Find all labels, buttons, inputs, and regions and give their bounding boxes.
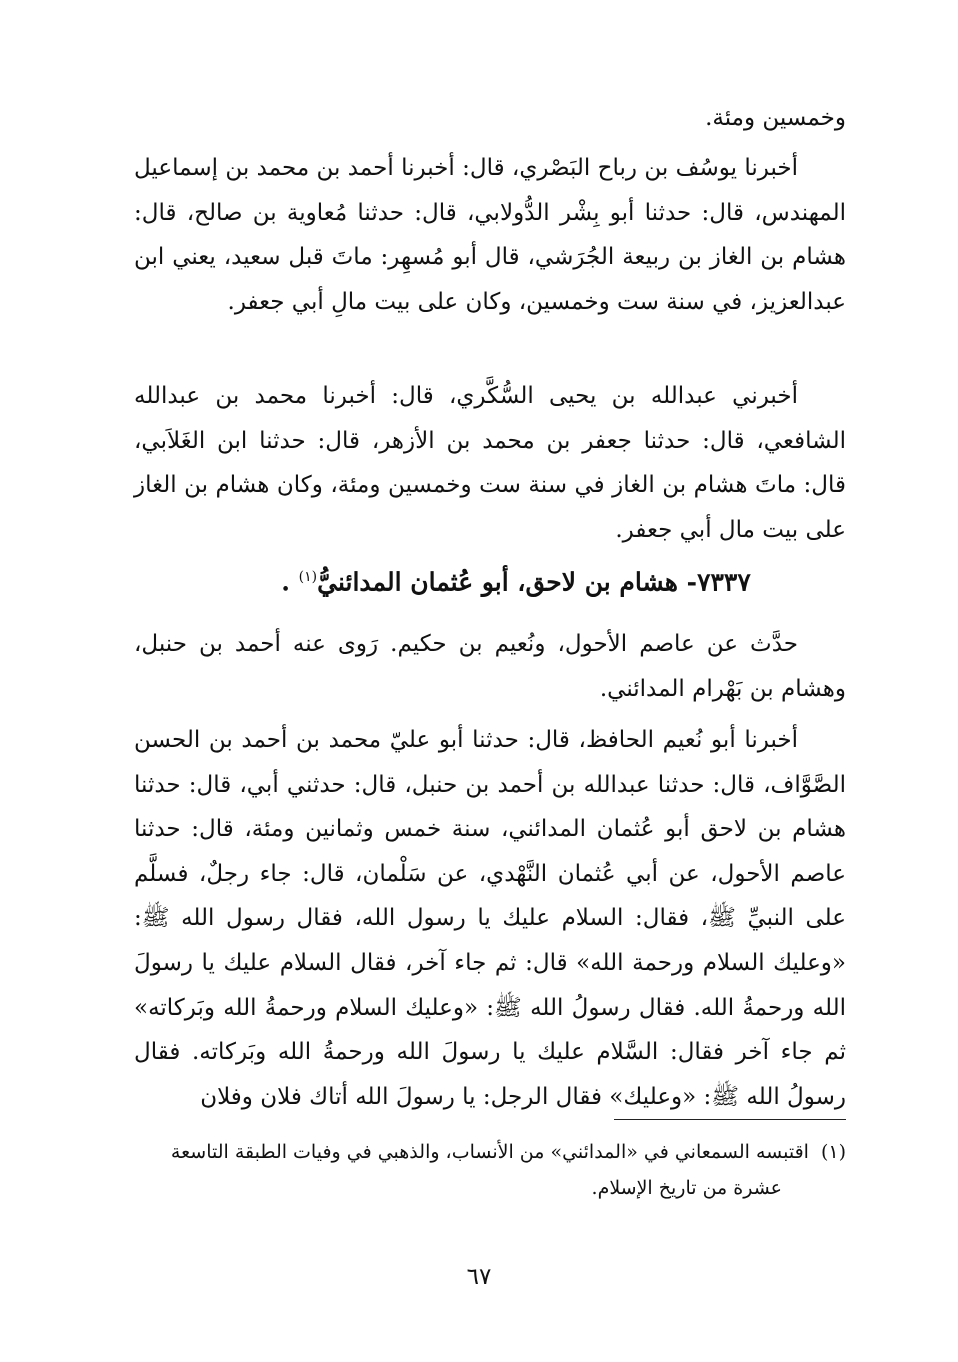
footnote-line-1: اقتبسه السمعاني في «المدائني» من الأنساب، والذهبي في وفيات الطبقة التاسعة <box>170 1141 809 1163</box>
footnote <box>134 1134 846 1206</box>
paragraph-4 <box>134 718 846 1119</box>
footnote-marker: (١) <box>820 1141 846 1163</box>
paragraph-3-text: حدَّث عن عاصم الأحول، ونُعيم بن حكيم. رَوى عنه أحمد بن حنبل، وهشام بن بَهْرام المدائني. <box>134 631 846 702</box>
paragraph-1 <box>134 146 846 324</box>
entry-heading-period: . <box>281 567 290 597</box>
carry-over-line <box>134 96 846 141</box>
entry-heading-text: ٧٣٣٧- هشام بن لاحق، أبو عُثمان المدائنيُّ <box>317 567 751 597</box>
paragraph-3 <box>134 622 846 711</box>
footnote-line-2: عشرة من تاريخ الإسلام. <box>591 1177 782 1199</box>
entry-heading <box>186 552 846 607</box>
page-number: ٦٧ <box>466 1264 492 1290</box>
footnote-divider <box>614 1119 846 1120</box>
paragraph-1-text: أخبرنا يوسُف بن رباح البَصْري، قال: أخبرنا أحمد بن محمد بن إسماعيل المهندس، قال: حدثنا أبو بِشْر الدُّولابي، قال: حدثنا مُعاوية بن صالح، قال: هشام بن الغاز بن ربيعة الجُرَشي، قال أبو مُسهِر: ماتَ قبل سعيد، يعني ابن عبدالعزيز، في سنة ست وخمسين، وكان على بيت مالِ أبي جعفر. <box>134 155 846 315</box>
paragraph-2-text: أخبرني عبدالله بن يحيى السُّكَّري، قال: أخبرنا محمد بن عبدالله الشافعي، قال: حدثنا جعفر بن محمد بن الأزهر، قال: حدثنا ابن الغَلاَبي، قال: ماتَ هشام بن الغاز في سنة ست وخمسين ومئة، وكان هشام بن الغاز على بيت مال أبي جعفر. <box>134 383 846 543</box>
footnote-reference: (١) <box>298 569 318 585</box>
carry-over-text: وخمسين ومئة. <box>705 105 846 131</box>
paragraph-4-text: أخبرنا أبو نُعيم الحافظ، قال: حدثنا أبو عليّ محمد بن أحمد بن الحسن الصَّوَّاف، قال: حدثنا عبدالله بن أحمد بن حنبل، قال: حدثني أبي، قال: حدثنا هشام بن لاحق أبو عُثمان المدائني، سنة خمس وثمانين ومئة، قال: حدثنا عاصم الأحول، عن أبي عُثمان النَّهْدي، عن سَلْمان، قال: جاء رجلٌ، فسلَّم على النبيِّ ﷺ، فقال: السلام عليك يا رسول الله، فقال رسول الله ﷺ: «وعليك السلام ورحمة الله» قال: ثم جاء آخر، فقال السلام عليك يا رسولَ الله ورحمةُ الله. فقال رسولُ الله ﷺ: «وعليك السلام ورحمةُ الله وبَركاته» ثم جاء آخر فقال: السَّلام عليك يا رسولَ الله ورحمةُ الله وبَركاته. فقال رسولُ الله ﷺ: «وعليك» فقال الرجل: يا رسولَ الله أتاك فلان وفلان <box>134 727 847 1110</box>
paragraph-2 <box>134 374 846 552</box>
